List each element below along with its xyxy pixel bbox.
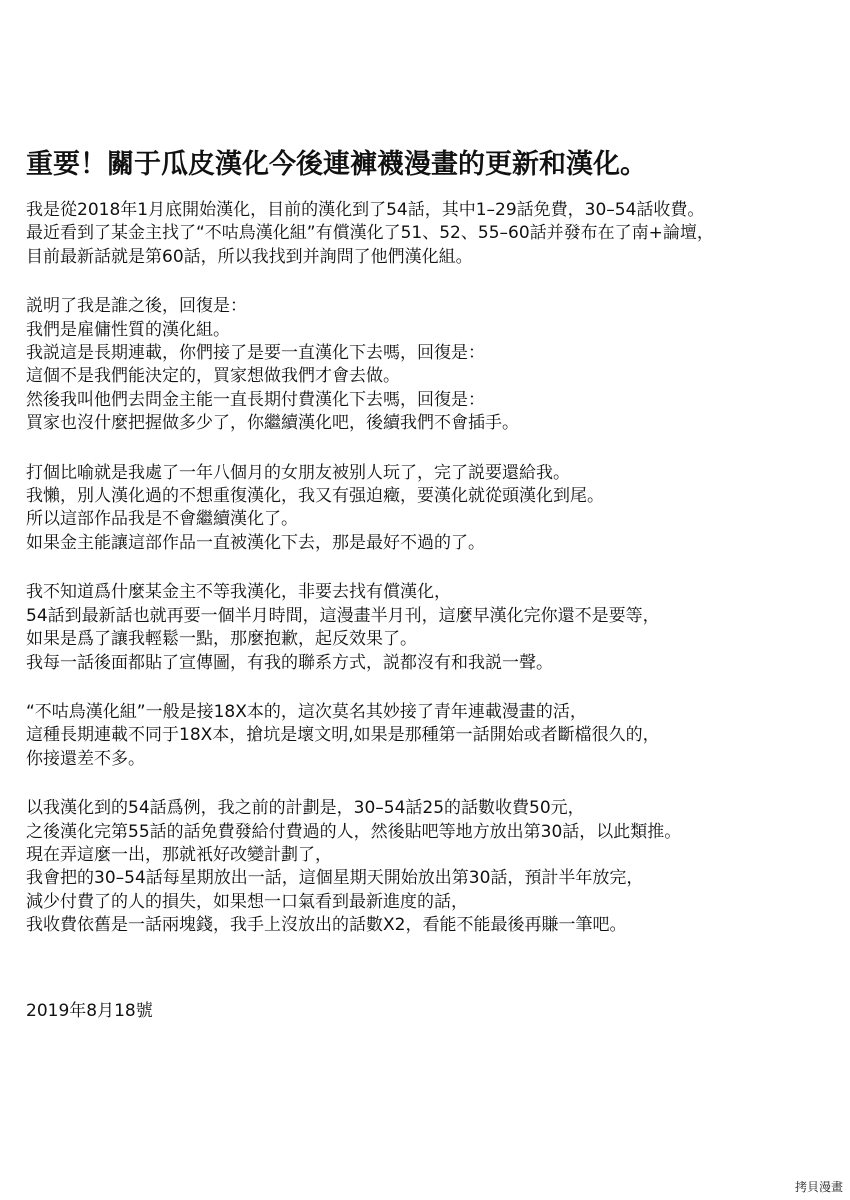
text-line: 目前最新話就是第60話，所以我找到并詢問了他們漢化組。	[26, 246, 473, 267]
text-line: 你接還差不多。	[26, 748, 145, 769]
text-line: 我説這是長期連載，你們接了是要一直漢化下去嗎，回復是：	[26, 343, 485, 364]
text-line: 我們是雇傭性質的漢化組。	[26, 319, 230, 340]
text-line: 54話到最新話也就再要一個半月時間，這漫畫半月刊，這麼早漢化完你還不是要等，	[26, 605, 660, 626]
text-line: 這個不是我們能決定的，買家想做我們才會去做。	[26, 366, 400, 387]
text-line: 我會把的30–54話每星期放出一話，這個星期天開始放出第30話，預計半年放完，	[26, 868, 644, 889]
text-line: 然後我叫他們去問金主能一直長期付費漢化下去嗎，回復是：	[26, 389, 485, 410]
watermark: 拷貝漫畫	[794, 1180, 843, 1194]
text-line: “不咕鳥漢化組”一般是接18X本的，這次莫名其妙接了青年連載漫畫的活，	[26, 701, 587, 722]
text-line: 我不知道爲什麼某金主不等我漢化，非要去找有償漢化，	[26, 582, 451, 603]
paragraph-reply	[26, 295, 826, 435]
text-line: 這種長期連載不同于18X本，搶坑是壞文明,如果是那種第一話開始或者斷檔很久的，	[26, 725, 660, 746]
paragraph-metaphor	[26, 462, 826, 556]
paragraph-start	[26, 199, 826, 269]
text-line: 最近看到了某金主找了“不咕鳥漢化組”有償漢化了51、52、55–60話并發布在了南+論壇，	[26, 223, 714, 244]
paragraph-plan	[26, 797, 826, 937]
notice-date: 2019年8月18號	[26, 1001, 153, 1021]
text-line: 現在弄這麼一出，那就衹好改變計劃了，	[26, 844, 332, 865]
text-line: 如果金主能讓這部作品一直被漢化下去，那是最好不過的了。	[26, 532, 485, 553]
text-line: 説明了我是誰之後，回復是：	[26, 296, 247, 317]
text-line: 我每一話後面都貼了宣傳圖，有我的聯系方式，説都沒有和我説一聲。	[26, 652, 553, 673]
text-line: 以我漢化到的54話爲例，我之前的計劃是，30–54話25的話數收費50元，	[26, 798, 585, 819]
text-line: 所以這部作品我是不會繼續漢化了。	[26, 509, 298, 530]
text-line: 減少付費了的人的損失，如果想一口氣看到最新進度的話，	[26, 891, 468, 912]
text-line: 我懶，別人漢化過的不想重復漢化，我又有强迫癥，要漢化就從頭漢化到尾。	[26, 486, 604, 507]
paragraph-question	[26, 581, 826, 675]
text-line: 打個比喻就是我處了一年八個月的女朋友被别人玩了，完了説要還給我。	[26, 462, 570, 483]
text-line: 買家也沒什麼把握做多少了，你繼續漢化吧，後續我們不會插手。	[26, 413, 519, 434]
notice-body	[26, 199, 826, 964]
text-line: 如果是爲了讓我輕鬆一點，那麼抱歉，起反效果了。	[26, 629, 417, 650]
text-line: 我是從2018年1月底開始漢化，目前的漢化到了54話，其中1–29話免費，30–54話收費。	[26, 200, 705, 220]
text-line: 之後漢化完第55話的話免費發給付費過的人，然後貼吧等地方放出第30話，以此類推。	[26, 821, 682, 842]
text-line: 我收費依舊是一話兩塊錢，我手上沒放出的話數X2，看能不能最後再賺一筆吧。	[26, 915, 627, 936]
notice-title: 重要！關于瓜皮漢化今後連褲襪漫畫的更新和漢化。	[26, 149, 647, 180]
paragraph-group	[26, 701, 826, 771]
